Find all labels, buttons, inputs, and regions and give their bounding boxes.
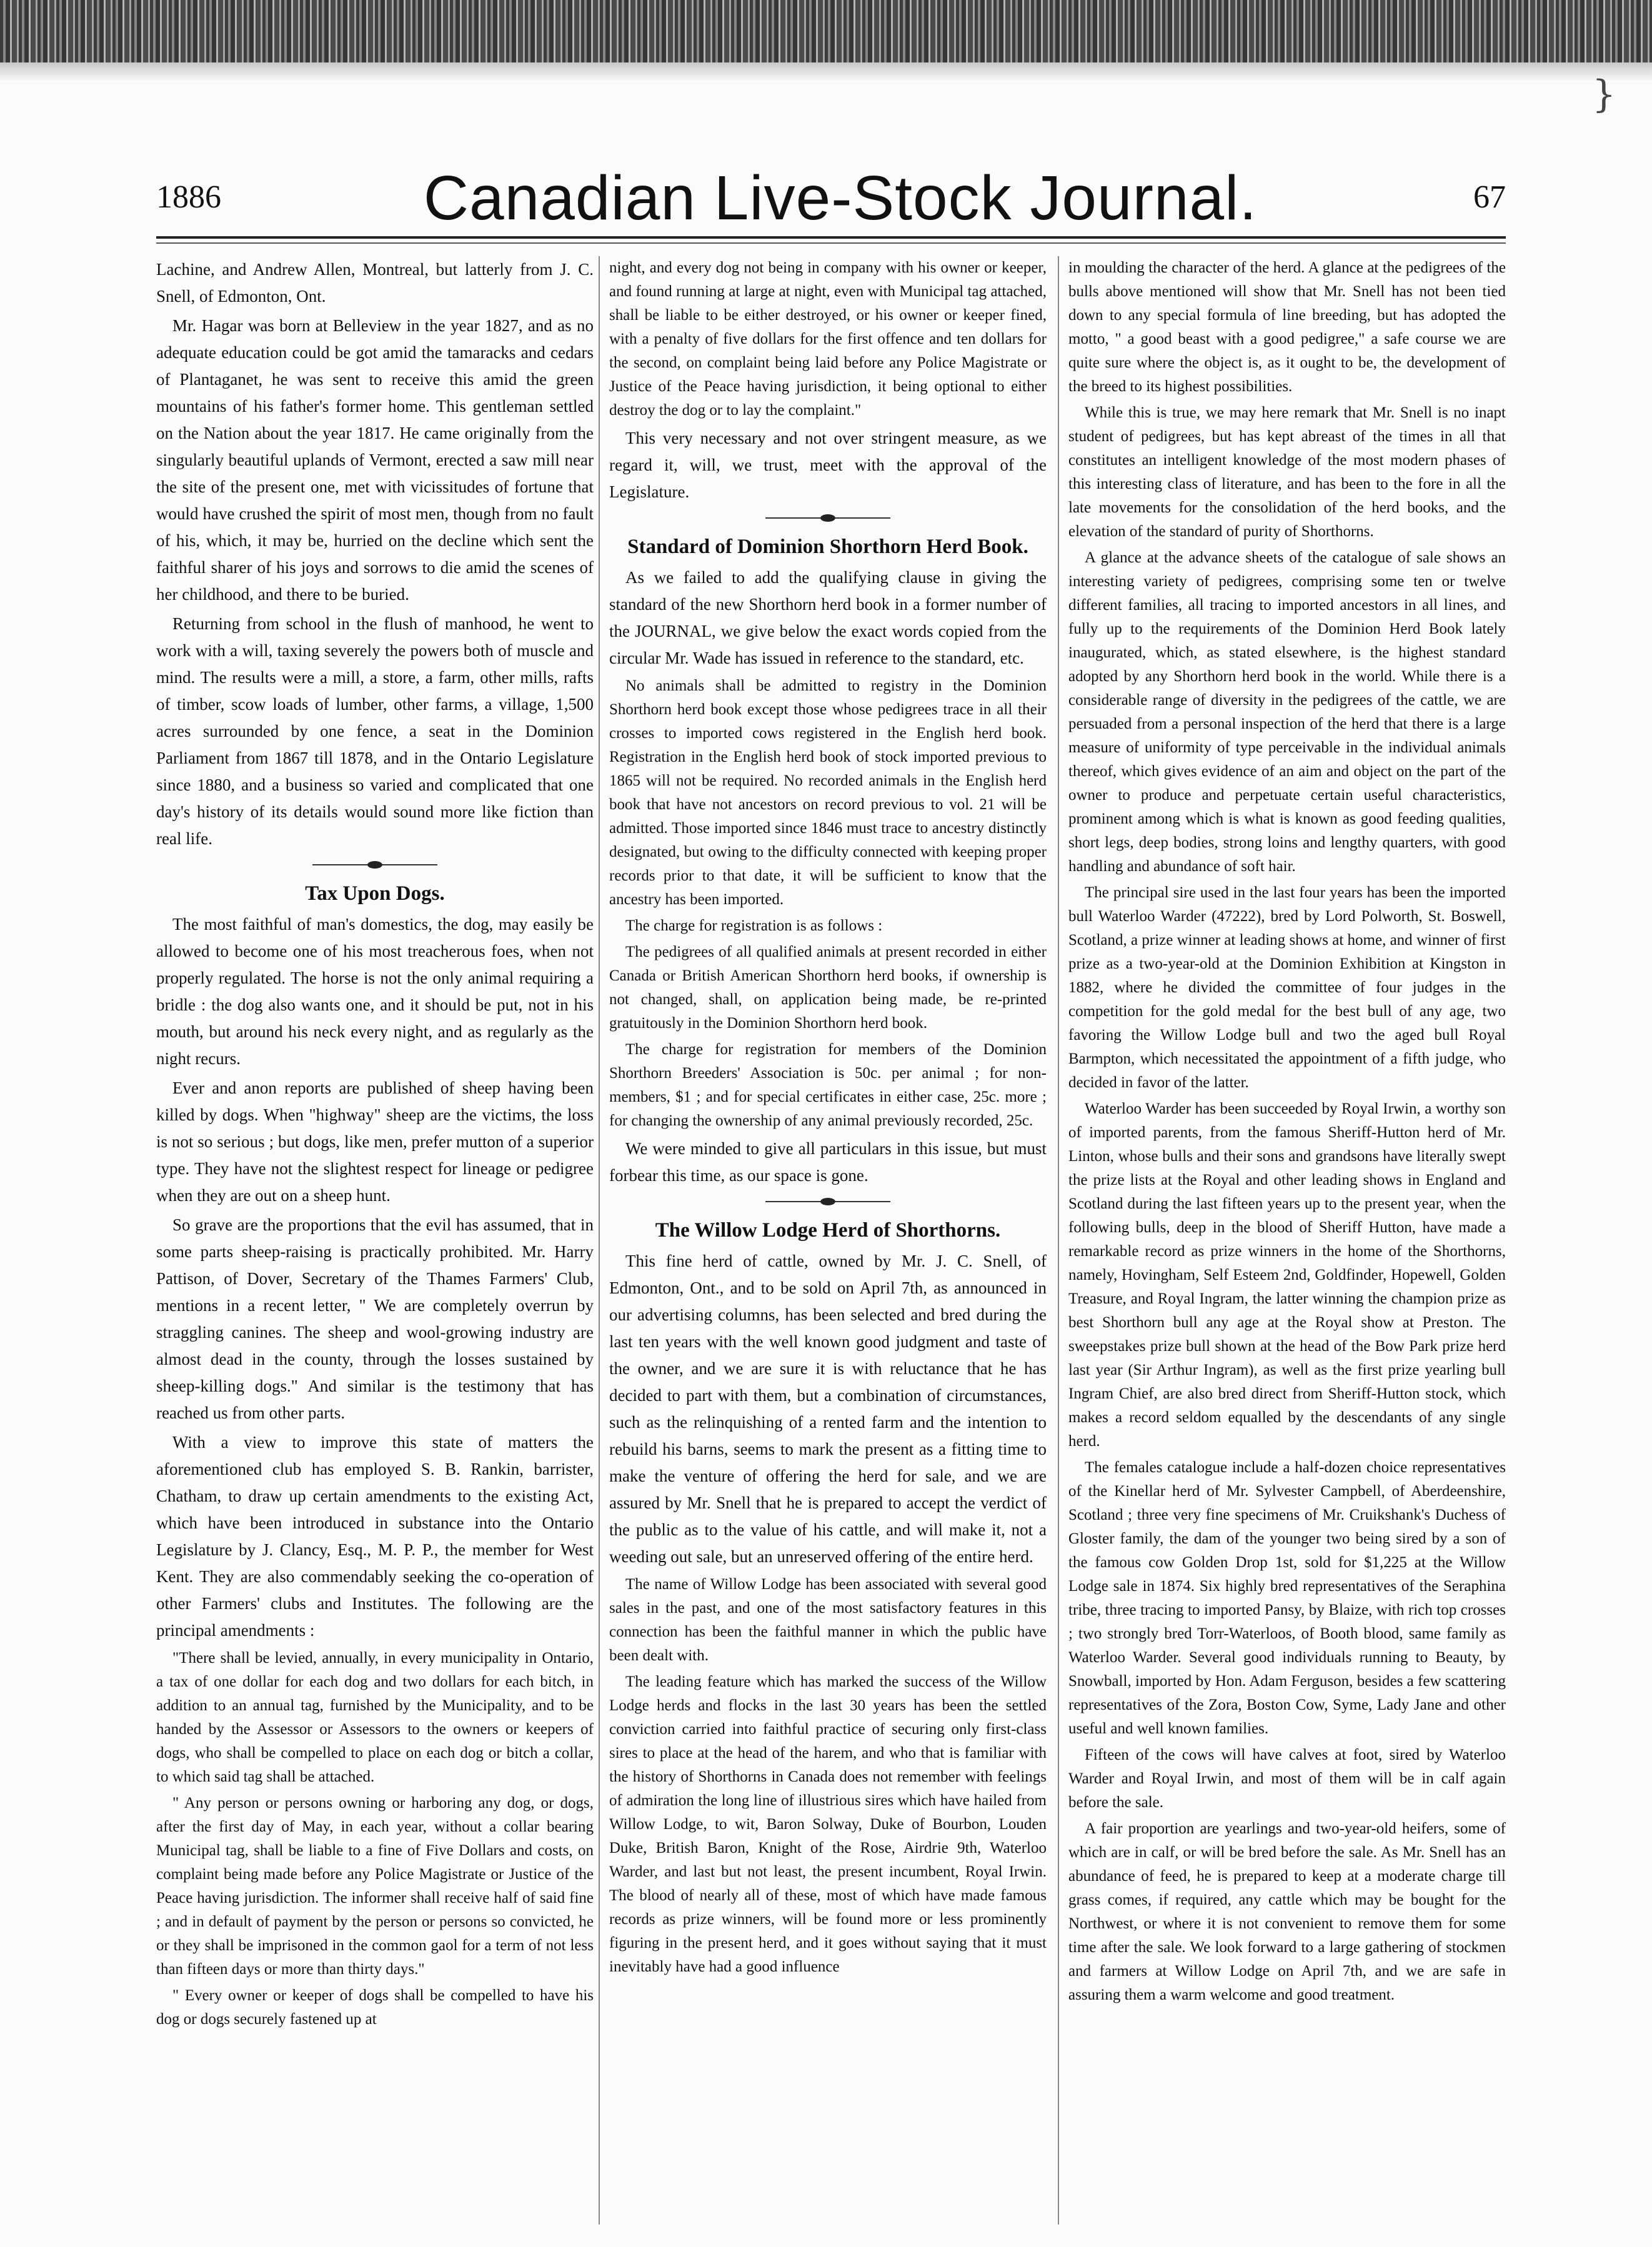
quoted-amendment: " Any person or persons owning or harboring any dog, or dogs, after the first day of May, in each year, without a collar bearing Municipal tag, shall be liable to a fine of Five Dollars and costs, on complaint being made before any Police Magistrate or Justice of the Peace having jurisdiction. The informer shall receive half of said fine ; and in default of payment by the person or persons so convicted, he or they shall be imprisoned in the common gaol for a term of not less than fifteen days or more than thirty days." xyxy=(156,1795,594,1978)
paragraph: We were minded to give all particulars in this issue, but must forbear this time, as our space is gone. xyxy=(609,1139,1047,1185)
scan-edge-shadow xyxy=(0,0,1652,62)
paragraph: Lachine, and Andrew Allen, Montreal, but latterly from J. C. Snell, of Edmonton, Ont. xyxy=(156,260,594,306)
section-ornament xyxy=(765,513,890,523)
paragraph: Mr. Hagar was born at Belleview in the year 1827, and as no adequate education could be got amid the tamaracks and cedars of Plantaganet, he was sent to receive this amid the green mountains of his father's former home. This gentleman settled on the Nation about the year 1817. He came originally from the singularly beautiful uplands of Vermont, erected a saw mill near the site of the present one, met with vicissitudes of fortune that would have crushed the spirit of most men, though from no fault of his, which, it may be, hurried on the decline which sent the faithful sharer of his joys and sorrows to die amid the scenes of her childhood, and there to be buried. xyxy=(156,316,594,604)
paragraph: While this is true, we may here remark that Mr. Snell is no inapt student of pedigrees, but has kept abreast of the times in all that constitutes an intelligent knowledge of the most modern phases of this interesting class of literature, and has been to the fore in all the late movements for the consolidation of the herd books, and the elevation of the standard of purity of Shorthorns. xyxy=(1068,404,1506,540)
header-rule-thick xyxy=(156,236,1506,239)
paragraph: The leading feature which has marked the success of the Willow Lodge herds and flocks in the last 30 years has been the settled conviction carried into faithful practice of securing only first-class sires to place at the head of the harem, and who that is familiar with the history of Shorthorns in Canada does not remember with feelings of admiration the long line of illustrious sires which have hailed from Willow Lodge, to wit, Baron Solway, Duke of Bourbon, Louden Duke, British Baron, Knight of the Rose, Airdrie 9th, Waterloo Warder, and last but not least, the present incumbent, Royal Irwin. The blood of nearly all of these, most of which have made famous records as prize winners, will be found more or less prominently figuring in the present herd, and it goes without saying that it must inevitably have had a good influence xyxy=(609,1673,1047,1975)
column-3 xyxy=(1068,256,1506,2225)
quoted-standard: The pedigrees of all qualified animals at present recorded in either Canada or British American Shorthorn herd books, if ownership is not changed, shall, on application being made, be re-printed gratuitously in the Dominion Shorthorn herd book. xyxy=(609,944,1047,1032)
masthead-title: Canadian Live-Stock Journal. xyxy=(423,163,1258,233)
paragraph: A glance at the advance sheets of the catalogue of sale shows an interesting variety of pedigrees, comprising some ten or twelve different families, all tracing to imported ancestors in all lines, and fully up to the requirements of the Dominion Herd Book lately inaugurated, which, as stated elsewhere, is the highest standard adopted by any Shorthorn herd book in the world. While there is a considerable range of diversity in the pedigrees of the cattle, we are persuaded from a personal inspection of the herd that there is a large measure of uniformity of type perceivable in the individual animals thereof, which gives evidence of an aim and object on the part of the owner to produce and perpetuate certain useful characteristics, prominent among which is what is known as good feeding qualities, short legs, deep bodies, strong loins and lengthy quarters, with good handling and abundance of soft hair. xyxy=(1068,549,1506,875)
paragraph: The females catalogue include a half-dozen choice representatives of the Kinellar herd of Mr. Sylvester Campbell, of Aberdeenshire, Scotland ; three very fine specimens of Mr. Cruikshank's Duchess of Gloster family, the dam of the younger two being sired by a son of the famous cow Golden Drop 1st, sold for $1,225 at the Willow Lodge sale in 1874. Six highly bred representatives of the Seraphina tribe, three tracing to imported Pansy, by Blaize, with rich top crosses ; two strongly bred Torr-Waterloos, of Booth blood, same family as Waterloo Warder. Several good individuals running to Beauty, by Snowball, imported by Hon. Adam Ferguson, besides a few scattering representatives of the Zora, Boston Cow, Syme, Lady Jane and other useful and well known families. xyxy=(1068,1459,1506,1737)
column-2 xyxy=(609,256,1047,2225)
paragraph: The principal sire used in the last four years has been the imported bull Waterloo Warder (47222), bred by Lord Polworth, St. Boswell, Scotland, a prize winner at leading shows at home, and winner of first prize as a two-year-old at the Dominion Exhibition at Kingston in 1882, where he divided the committee of four judges in the competition for the gold medal for the best bull of any age, two favoring the Willow Lodge bull and two the aged bull Royal Barmpton, which necessitated the appointment of a fifth judge, who decided in favor of the latter. xyxy=(1068,884,1506,1091)
section-ornament xyxy=(765,1197,890,1207)
quoted-amendment: "There shall be levied, annually, in every municipality in Ontario, a tax of one dollar for each dog and two dollars for each bitch, in addition to an annual tag, furnished by the Municipality, and to be handed by the Assessor or Assessors to the owners or keepers of dogs, who shall be compelled to place on each dog or bitch a collar, to which said tag shall be attached. xyxy=(156,1650,594,1785)
article-heading-standard-herd-book: Standard of Dominion Shorthorn Herd Book. xyxy=(627,536,1028,558)
article-heading-tax-upon-dogs: Tax Upon Dogs. xyxy=(305,882,445,905)
scan-edge-fade xyxy=(0,62,1652,81)
paragraph: Waterloo Warder has been succeeded by Royal Irwin, a worthy son of imported parents, from the famous Sheriff-Hutton herd of Mr. Linton, whose bulls and their sons and grandsons have literally swept the prize lists at the Royal and other leading shows in England and Scotland during the last fifteen years up to the present year, when the following bulls, deep in the blood of Sheriff Hutton, have made a remarkable record as prize winners in the home of the Shorthorns, namely, Hovingham, Self Esteem 2nd, Goldfinder, Hopewell, Golden Treasure, and Royal Ingram, the latter winning the champion prize as best Shorthorn bull any age at the Royal show at Preston. The sweepstakes prize bull shown at the head of the Bow Park prize herd last year (Sir Arthur Ingram), as well as the first prize yearling bull Ingram Chief, are also bred direct from Sheriff-Hutton stock, which makes a record seldom equalled by the descendants of any single herd. xyxy=(1068,1100,1506,1450)
paragraph: This fine herd of cattle, owned by Mr. J. C. Snell, of Edmonton, Ont., and to be sold on April 7th, as announced in our advertising columns, has been selected and bred during the last ten years with the well known good judgment and taste of the owner, and we are sure it is with reluctance that he has decided to part with them, but a combination of circumstances, such as the relinquishing of a rented farm and the intention to rebuild his barns, seems to mark the present as a fitting time to make the venture of offering the herd for sale, and we are assured by Mr. Snell that he is prepared to accept the verdict of the public as to the value of his cattle, and will make it, not a weeding out sale, but an unreserved offering of the entire herd. xyxy=(609,1252,1047,1566)
quoted-amendment: night, and every dog not being in company with his owner or keeper, and found running at large at night, even with Municipal tag attached, shall be liable to be either destroyed, or his owner or keeper fined, with a penalty of five dollars for the first offence and ten dollars for the second, on complaint being laid before any Police Magistrate or Justice of the Peace having jurisdiction, it being optional to either destroy the dog or to lay the complaint." xyxy=(609,259,1047,419)
page-header xyxy=(156,162,1506,231)
article-heading-willow-lodge: The Willow Lodge Herd of Shorthorns. xyxy=(655,1219,1001,1242)
quoted-standard: The charge for registration for members of the Dominion Shorthorn Breeders' Association is 50c. per animal ; for non-members, $1 ; and for special certificates in either case, 25c. more ; for changing the ownership of any animal previously recorded, 25c. xyxy=(609,1041,1047,1129)
paragraph: Ever and anon reports are published of sheep having been killed by dogs. When "highway" sheep are the victims, the loss is not so serious ; but dogs, like men, prefer mutton of a superior type. They have not the slightest respect for lineage or pedigree when they are out on a sheep hunt. xyxy=(156,1079,594,1205)
header-rule-thin xyxy=(156,242,1506,244)
column-1 xyxy=(156,256,594,2225)
header-year: 1886 xyxy=(156,179,221,215)
column-divider xyxy=(599,256,600,2225)
scan-mark: } xyxy=(1592,72,1616,116)
paragraph: in moulding the character of the herd. A glance at the pedigrees of the bulls above mentioned will show that Mr. Snell has not been tied down to any special formula of line breeding, but has adopted the motto, " a good beast with a good pedigree," a safe course we are quite sure where the object is, as it ought to be, the development of the breed to its highest possibilities. xyxy=(1068,259,1506,395)
section-ornament xyxy=(312,860,437,870)
quoted-standard: No animals shall be admitted to registry in the Dominion Shorthorn herd book except those whose pedigrees trace in all their crosses to imported cows registered in the English herd book. Registration in the English herd book of stock imported previous to 1865 will not be required. No recorded animals in the English herd book that have not ancestors on record previous to vol. 21 will be admitted. Those imported since 1846 must trace to ancestry distinctly designated, but owing to the difficulty connected with keeping proper records prior to that date, it will be sufficient to know that the ancestry has been imported. xyxy=(609,677,1047,908)
paragraph: A fair proportion are yearlings and two-year-old heifers, some of which are in calf, or will be bred before the sale. As Mr. Snell has an abundance of feed, he is prepared to keep at a moderate charge till grass comes, if required, any cattle which may be bought for the Northwest, or where it is not convenient to remove them for some time after the sale. We look forward to a large gathering of stockmen and farmers at Willow Lodge on April 7th, and we are safe in assuring them a warm welcome and good treatment. xyxy=(1068,1820,1506,2003)
paragraph: Fifteen of the cows will have calves at foot, sired by Waterloo Warder and Royal Irwin, and most of them will be in calf again before the sale. xyxy=(1068,1746,1506,1811)
paragraph: Returning from school in the flush of manhood, he went to work with a will, taxing severely the powers both of muscle and mind. The results were a mill, a store, a farm, other mills, rafts of timber, scow loads of lumber, other farms, a village, 1,500 acres surrounded by one fence, a seat in the Dominion Parliament from 1867 till 1878, and in the Ontario Legislature since 1880, and a business so varied and complicated that one day's history of its details would sound more like fiction than real life. xyxy=(156,614,594,848)
paragraph: So grave are the proportions that the evil has assumed, that in some parts sheep-raising is practically prohibited. Mr. Harry Pattison, of Dover, Secretary of the Thames Farmers' Club, mentions in a recent letter, " We are completely overrun by straggling canines. The sheep and wool-growing industry are almost dead in the county, through the losses sustained by sheep-killing dogs." And similar is the testimony that has reached us from other parts. xyxy=(156,1215,594,1422)
paragraph: As we failed to add the qualifying clause in giving the standard of the new Shorthorn herd book in a former number of the JOURNAL, we give below the exact words copied from the circular Mr. Wade has issued in reference to the standard, etc. xyxy=(609,568,1047,667)
paragraph: The name of Willow Lodge has been associated with several good sales in the past, and one of the most satisfactory features in this connection has been the faithful manner in which the public have been dealt with. xyxy=(609,1576,1047,1664)
quoted-amendment: " Every owner or keeper of dogs shall be compelled to have his dog or dogs securely fastened up at xyxy=(156,1987,594,2028)
column-divider xyxy=(1058,256,1059,2225)
paragraph: This very necessary and not over stringent measure, as we regard it, will, we trust, meet with the approval of the Legislature. xyxy=(609,429,1047,501)
quoted-standard: The charge for registration is as follows : xyxy=(625,917,883,934)
paragraph: With a view to improve this state of matters the aforementioned club has employed S. B. Rankin, barrister, Chatham, to draw up certain amendments to the existing Act, which have been introduced in substance into the Ontario Legislature by J. Clancy, Esq., M. P. P., the member for West Kent. They are also commendably seeking the co-operation of other Farmers' clubs and Institutes. The following are the principal amendments : xyxy=(156,1433,594,1640)
page-number: 67 xyxy=(1473,179,1506,215)
paragraph: The most faithful of man's domestics, the dog, may easily be allowed to become one of his most treacherous foes, when not properly regulated. The horse is not the only animal requiring a bridle : the dog also wants one, and it should be put, not in his mouth, but around his neck every night, and as regularly as the night recurs. xyxy=(156,915,594,1068)
